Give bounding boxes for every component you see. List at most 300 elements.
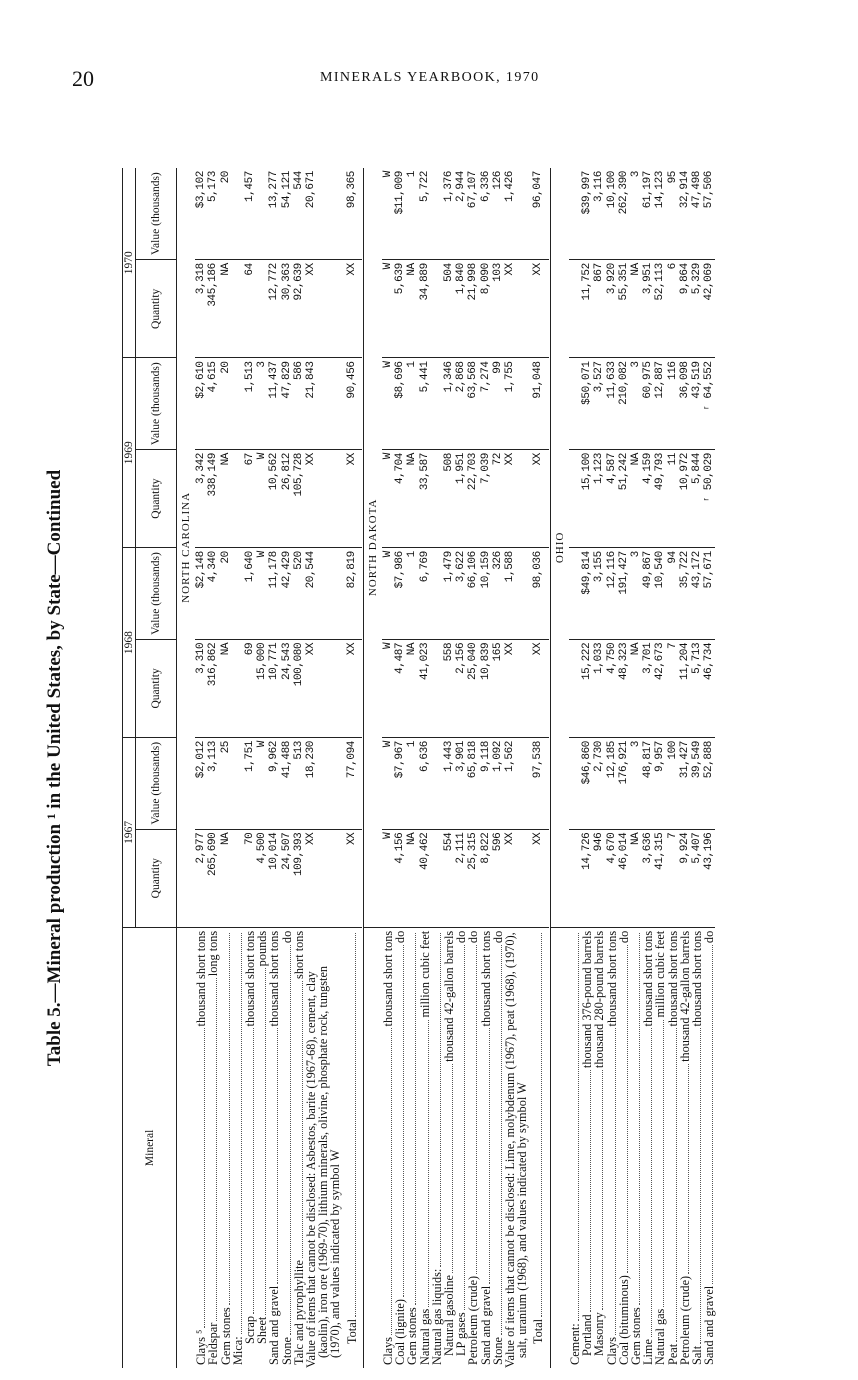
quantity-cell: 345,186 — [207, 260, 219, 358]
quantity-cell — [431, 450, 443, 548]
value-cell: 9,962 — [268, 737, 280, 829]
quantity-cell: 5,329 — [691, 260, 703, 358]
quantity-cell: 25,040 — [467, 639, 479, 737]
mineral-cell — [207, 927, 219, 1368]
quantity-cell: 69 — [244, 639, 256, 737]
value-cell: 43,519 — [691, 358, 703, 450]
dot-leader — [419, 1020, 429, 1307]
dot-leader — [232, 933, 242, 1335]
unit-label: thousand short tons — [604, 930, 619, 1027]
value-cell: 98,036 — [528, 548, 548, 640]
value-cell: 12,185 — [606, 737, 618, 829]
value-cell: 6,769 — [419, 548, 431, 640]
mineral-cell — [305, 927, 342, 1368]
value-cell: 12,116 — [606, 548, 618, 640]
quantity-cell: NA — [220, 829, 232, 927]
table-row — [667, 168, 679, 1368]
quantity-cell: NA — [220, 260, 232, 358]
mineral-label: Coal (bituminous) — [616, 1275, 631, 1365]
value-cell: 20 — [220, 548, 232, 640]
value-cell: 32,914 — [679, 168, 691, 260]
value-cell — [232, 737, 244, 829]
value-cell: 1,751 — [244, 737, 256, 829]
table-row — [281, 168, 293, 1368]
quantity-cell: 504 — [443, 260, 455, 358]
quantity-cell: XX — [342, 450, 362, 548]
mineral-label: Sand and gravel — [478, 1285, 493, 1365]
total-label: Total — [344, 1318, 359, 1344]
value-cell: 20 — [220, 168, 232, 260]
table-row — [630, 168, 642, 1368]
table-row — [691, 168, 703, 1368]
dot-leader — [406, 933, 416, 1305]
unit-label: million cubic feet — [417, 930, 432, 1018]
quantity-cell: 15,100 — [581, 450, 593, 548]
table-row — [569, 168, 581, 1368]
value-cell: 41,488 — [281, 737, 293, 829]
table-row — [455, 168, 467, 1368]
mineral-label: Talc and pyrophyllite — [291, 1260, 306, 1365]
quantity-cell: NA — [406, 639, 418, 737]
mineral-label: Clays — [381, 1336, 396, 1365]
value-cell: 95 — [667, 168, 679, 260]
quantity-cell: NA — [406, 829, 418, 927]
value-cell: 12,887 — [654, 358, 666, 450]
quantity-cell: 11 — [667, 450, 679, 548]
quantity-cell — [431, 260, 443, 358]
value-cell: 25 — [220, 737, 232, 829]
value-cell: 77,094 — [342, 737, 362, 829]
unit-label: short tons — [291, 930, 306, 979]
table-row — [642, 168, 654, 1368]
value-cell: 1,376 — [443, 168, 455, 260]
mineral-label: Stone — [490, 1336, 505, 1365]
value-cell: 9,957 — [654, 737, 666, 829]
quantity-cell: 100,080 — [293, 639, 305, 737]
value-cell — [569, 168, 581, 260]
quantity-cell: 2,111 — [455, 829, 467, 927]
value-cell — [431, 737, 443, 829]
quantity-cell: 165 — [492, 639, 504, 737]
mineral-cell — [703, 927, 715, 1368]
mineral-label: Scrap — [243, 1316, 258, 1344]
quantity-cell: 4,156 — [394, 829, 406, 927]
table-row — [220, 168, 232, 1368]
value-cell: 1,755 — [504, 358, 528, 450]
dot-leader — [691, 1028, 701, 1343]
quantity-cell: 51,242 — [618, 450, 630, 548]
value-cell: 4,615 — [207, 358, 219, 450]
mineral-label: Sheet — [255, 1316, 270, 1344]
value-cell: 6,636 — [419, 737, 431, 829]
quantity-cell: 103 — [492, 260, 504, 358]
quantity-cell: 316,862 — [207, 639, 219, 737]
quantity-header: Quantity — [136, 450, 177, 548]
quantity-cell: 4,587 — [606, 450, 618, 548]
dot-leader — [606, 1028, 616, 1335]
mineral-cell — [220, 927, 232, 1368]
dot-leader — [281, 945, 291, 1335]
table-row — [419, 168, 431, 1368]
mineral-label: Natural gas liquids: — [429, 1268, 444, 1365]
value-cell: 3 — [630, 548, 642, 640]
value-cell — [431, 548, 443, 640]
value-cell: 39,549 — [691, 737, 703, 829]
value-cell: 1 — [406, 737, 418, 829]
quantity-cell: 11,204 — [679, 639, 691, 737]
quantity-cell: W — [382, 639, 394, 737]
quantity-cell: 34,889 — [419, 260, 431, 358]
quantity-cell: 4,670 — [606, 829, 618, 927]
value-cell: 1,426 — [504, 168, 528, 260]
unit-label: thousand 280-pound barrels — [592, 930, 607, 1069]
mineral-label: Mica: — [230, 1336, 245, 1365]
mineral-label: Natural gas — [417, 1308, 432, 1365]
table-title: Table 5.—Mineral production ¹ in the United States, by State—Continued — [44, 469, 65, 1067]
unit-label: do — [466, 930, 481, 944]
quantity-cell — [569, 260, 581, 358]
dot-leader — [581, 1070, 591, 1312]
value-cell: W — [256, 737, 268, 829]
mineral-label: Natural gasoline — [442, 1275, 457, 1356]
value-cell — [569, 548, 581, 640]
quantity-cell: 554 — [443, 829, 455, 927]
value-cell: 176,921 — [618, 737, 630, 829]
value-cell — [232, 168, 244, 260]
value-cell: 1,092 — [492, 737, 504, 829]
value-cell: $50,071 — [581, 358, 593, 450]
quantity-cell: 15,000 — [256, 639, 268, 737]
value-cell: 1,443 — [443, 737, 455, 829]
value-cell: $39,997 — [581, 168, 593, 260]
quantity-cell: 70 — [244, 829, 256, 927]
quantity-cell: 4,487 — [394, 639, 406, 737]
value-cell: 3,113 — [207, 737, 219, 829]
value-cell: 544 — [293, 168, 305, 260]
quantity-cell: 3,701 — [642, 639, 654, 737]
value-cell: 54,121 — [281, 168, 293, 260]
table-row — [195, 168, 207, 1368]
dot-leader — [618, 945, 628, 1273]
quantity-cell: XX — [305, 639, 342, 737]
value-cell: 91,048 — [528, 358, 548, 450]
table-row — [232, 168, 244, 1368]
unit-label: do — [279, 930, 294, 944]
mineral-label: Feldspar — [206, 1322, 221, 1365]
unit-label: thousand 42-gallon barrels — [677, 930, 692, 1062]
quantity-cell: XX — [504, 260, 528, 358]
quantity-cell — [569, 639, 581, 737]
value-cell: 43,172 — [691, 548, 703, 640]
value-header: Value (thousands) — [136, 358, 177, 450]
quantity-header: Quantity — [136, 829, 177, 927]
table-row — [504, 168, 528, 1368]
quantity-cell: 109,393 — [293, 829, 305, 927]
quantity-cell — [256, 260, 268, 358]
mineral-label: Coal (lignite) — [393, 1299, 408, 1365]
quantity-cell: 4,500 — [256, 829, 268, 927]
value-cell: 82,819 — [342, 548, 362, 640]
value-cell: 47,829 — [281, 358, 293, 450]
value-cell: 10,159 — [480, 548, 492, 640]
value-cell: 52,888 — [703, 737, 715, 829]
table-row — [654, 168, 666, 1368]
quantity-cell: XX — [305, 260, 342, 358]
value-cell: 7,274 — [480, 358, 492, 450]
mineral-label: LP gases — [454, 1312, 469, 1356]
quantity-cell: NA — [630, 450, 642, 548]
value-cell: 191,427 — [618, 548, 630, 640]
year-header: 1969 — [123, 358, 136, 548]
dot-leader — [532, 933, 542, 1317]
year-header: 1967 — [123, 737, 136, 927]
quantity-cell: 5,713 — [691, 639, 703, 737]
value-cell: 1,588 — [504, 548, 528, 640]
quantity-cell: 52,113 — [654, 260, 666, 358]
quantity-cell: XX — [504, 639, 528, 737]
dot-leader — [593, 1070, 603, 1310]
quantity-cell — [232, 639, 244, 737]
quantity-cell: 21,998 — [467, 260, 479, 358]
value-cell: 3 — [256, 358, 268, 450]
value-cell: 2,868 — [455, 358, 467, 450]
quantity-cell — [569, 450, 581, 548]
value-header: Value (thousands) — [136, 737, 177, 829]
value-cell: 1 — [406, 358, 418, 450]
value-cell: 67,107 — [467, 168, 479, 260]
value-cell: 3 — [630, 737, 642, 829]
value-cell — [569, 737, 581, 829]
quantity-cell — [232, 450, 244, 548]
value-cell: 47,498 — [691, 168, 703, 260]
table-row — [443, 168, 455, 1368]
quantity-header: Quantity — [136, 639, 177, 737]
value-cell: 116 — [667, 358, 679, 450]
mineral-label: Petroleum (crude) — [466, 1275, 481, 1365]
quantity-cell: 4,704 — [394, 450, 406, 548]
mineral-production-table — [122, 168, 715, 1368]
value-cell: 21,843 — [305, 358, 342, 450]
quantity-cell: 25,315 — [467, 829, 479, 927]
dot-leader — [256, 968, 266, 1314]
mineral-cell — [281, 927, 293, 1368]
quantity-cell: 4,750 — [606, 639, 618, 737]
value-cell: $7,967 — [394, 737, 406, 829]
year-header: 1970 — [123, 168, 136, 358]
quantity-cell — [431, 639, 443, 737]
value-cell: 96,047 — [528, 168, 548, 260]
table-row — [606, 168, 618, 1368]
quantity-cell: 1,840 — [455, 260, 467, 358]
value-cell: 14,123 — [654, 168, 666, 260]
quantity-cell: XX — [528, 450, 548, 548]
quantity-cell: 12,772 — [268, 260, 280, 358]
quantity-cell: 7 — [667, 829, 679, 927]
quantity-cell: XX — [528, 829, 548, 927]
value-cell: 3 — [630, 358, 642, 450]
value-cell: 520 — [293, 548, 305, 640]
dot-leader — [492, 945, 502, 1335]
mineral-label: Cement: — [567, 1323, 582, 1365]
unit-label: million cubic feet — [653, 930, 668, 1018]
quantity-cell: 10,014 — [268, 829, 280, 927]
mineral-label: Clays — [604, 1336, 619, 1365]
unit-label: pounds — [255, 930, 270, 967]
value-cell: $11,009 — [394, 168, 406, 260]
value-cell: 3 — [630, 168, 642, 260]
quantity-cell: 558 — [443, 639, 455, 737]
quantity-cell: 10,771 — [268, 639, 280, 737]
quantity-cell: 4,159 — [642, 450, 654, 548]
quantity-cell: 43,196 — [703, 829, 715, 927]
value-cell: 586 — [293, 358, 305, 450]
quantity-cell: 15,222 — [581, 639, 593, 737]
value-cell: 20 — [220, 358, 232, 450]
quantity-cell: 338,149 — [207, 450, 219, 548]
value-cell: $2,610 — [195, 358, 207, 450]
mineral-cell — [467, 927, 479, 1368]
value-cell: 61,197 — [642, 168, 654, 260]
dot-leader — [467, 945, 477, 1274]
table-row — [394, 168, 406, 1368]
value-cell: 65,818 — [467, 737, 479, 829]
value-header: Value (thousands) — [136, 548, 177, 640]
dot-leader — [394, 945, 404, 1297]
quantity-cell: 1,123 — [593, 450, 605, 548]
dot-leader — [443, 1064, 453, 1273]
mineral-header: Mineral — [123, 927, 177, 1368]
quantity-cell: 49,793 — [654, 450, 666, 548]
value-cell — [431, 168, 443, 260]
mineral-label: Lime — [641, 1339, 656, 1365]
table-row — [268, 168, 280, 1368]
mineral-cell — [593, 927, 605, 1368]
value-cell: 1,346 — [443, 358, 455, 450]
dot-leader — [480, 1028, 490, 1283]
quantity-cell: 867 — [593, 260, 605, 358]
value-cell: 49,867 — [642, 548, 654, 640]
total-label: Total — [531, 1318, 546, 1344]
value-cell: 326 — [492, 548, 504, 640]
quantity-cell: 7,039 — [480, 450, 492, 548]
mineral-label: Petroleum (crude) — [677, 1275, 692, 1365]
quantity-cell: 3,636 — [642, 829, 654, 927]
value-cell: 57,671 — [703, 548, 715, 640]
value-cell: 513 — [293, 737, 305, 829]
value-cell: 11,437 — [268, 358, 280, 450]
value-cell: 42,429 — [281, 548, 293, 640]
unit-label: thousand short tons — [689, 930, 704, 1027]
quantity-cell — [569, 829, 581, 927]
unit-label: thousand short tons — [478, 930, 493, 1027]
mineral-label: Value of items that cannot be disclosed: Lime, molybdenum (1967), peat (1968), (1970), salt, uranium (1968), and values indicated by symbol W — [503, 932, 530, 1368]
quantity-cell: ʳ 50,029 — [703, 450, 715, 548]
table-header — [123, 168, 177, 1368]
quantity-cell: XX — [528, 260, 548, 358]
quantity-cell: 2,977 — [195, 829, 207, 927]
quantity-cell: XX — [342, 829, 362, 927]
quantity-cell: XX — [528, 639, 548, 737]
mineral-label: Sand and gravel — [702, 1285, 717, 1365]
value-cell: $46,860 — [581, 737, 593, 829]
value-cell: 1,457 — [244, 168, 256, 260]
quantity-cell: 265,690 — [207, 829, 219, 927]
dot-leader — [195, 1028, 205, 1327]
table-row — [305, 168, 342, 1368]
value-cell: 3,116 — [593, 168, 605, 260]
quantity-cell: 596 — [492, 829, 504, 927]
table-row — [467, 168, 479, 1368]
unit-label: do — [490, 930, 505, 944]
quantity-cell — [232, 260, 244, 358]
value-cell: 100 — [667, 737, 679, 829]
unit-label: do — [393, 930, 408, 944]
table-row — [382, 168, 394, 1368]
quantity-cell: NA — [220, 450, 232, 548]
quantity-cell: XX — [305, 450, 342, 548]
mineral-cell — [244, 927, 256, 1368]
mineral-cell — [606, 927, 618, 1368]
quantity-cell: XX — [504, 829, 528, 927]
unit-label: do — [702, 930, 717, 944]
quantity-cell: 48,323 — [618, 639, 630, 737]
value-cell: 36,098 — [679, 358, 691, 450]
mineral-label: Value of items that cannot be disclosed: Asbestos, barite (1967-68), cement, clay (kaolin), iron ore (1969-70), lithium minerals, olivine, phosphate rock, tungsten (1970), and values indicated by symbol W — [304, 965, 343, 1368]
unit-label: thousand short tons — [665, 930, 680, 1027]
quantity-cell: 46,734 — [703, 639, 715, 737]
dot-leader — [346, 933, 356, 1317]
dot-leader — [207, 978, 217, 1320]
value-cell: 20,544 — [305, 548, 342, 640]
quantity-cell: 40,462 — [419, 829, 431, 927]
value-cell: 1,640 — [244, 548, 256, 640]
mineral-cell — [480, 927, 492, 1368]
dot-leader — [455, 945, 465, 1310]
value-cell — [232, 358, 244, 450]
value-cell: 1 — [406, 168, 418, 260]
mineral-label: Salt — [689, 1345, 704, 1365]
dot-leader — [667, 1028, 677, 1341]
quantity-cell: 6 — [667, 260, 679, 358]
value-cell: 97,538 — [528, 737, 548, 829]
value-cell: 11,178 — [268, 548, 280, 640]
mineral-cell — [618, 927, 630, 1368]
mineral-label: Sand and gravel — [267, 1285, 282, 1365]
value-cell: 4,340 — [207, 548, 219, 640]
quantity-cell: 67 — [244, 450, 256, 548]
section-heading: NORTH DAKOTA — [363, 168, 382, 927]
quantity-cell — [431, 829, 443, 927]
value-cell: 5,722 — [419, 168, 431, 260]
value-cell: 1 — [406, 548, 418, 640]
value-cell: 210,082 — [618, 358, 630, 450]
value-header: Value (thousands) — [136, 168, 177, 260]
mineral-cell — [268, 927, 280, 1368]
value-cell: W — [382, 358, 394, 450]
value-cell: 3,622 — [455, 548, 467, 640]
value-cell: 3,527 — [593, 358, 605, 450]
value-cell: 98,365 — [342, 168, 362, 260]
value-cell: ʳ 64,552 — [703, 358, 715, 450]
value-cell: 48,817 — [642, 737, 654, 829]
mineral-label: Masonry — [592, 1312, 607, 1356]
value-cell: $7,986 — [394, 548, 406, 640]
dot-leader — [654, 1020, 664, 1307]
quantity-cell: 946 — [593, 829, 605, 927]
quantity-cell: 3,951 — [642, 260, 654, 358]
total-row — [528, 168, 548, 1368]
table-row — [256, 168, 268, 1368]
